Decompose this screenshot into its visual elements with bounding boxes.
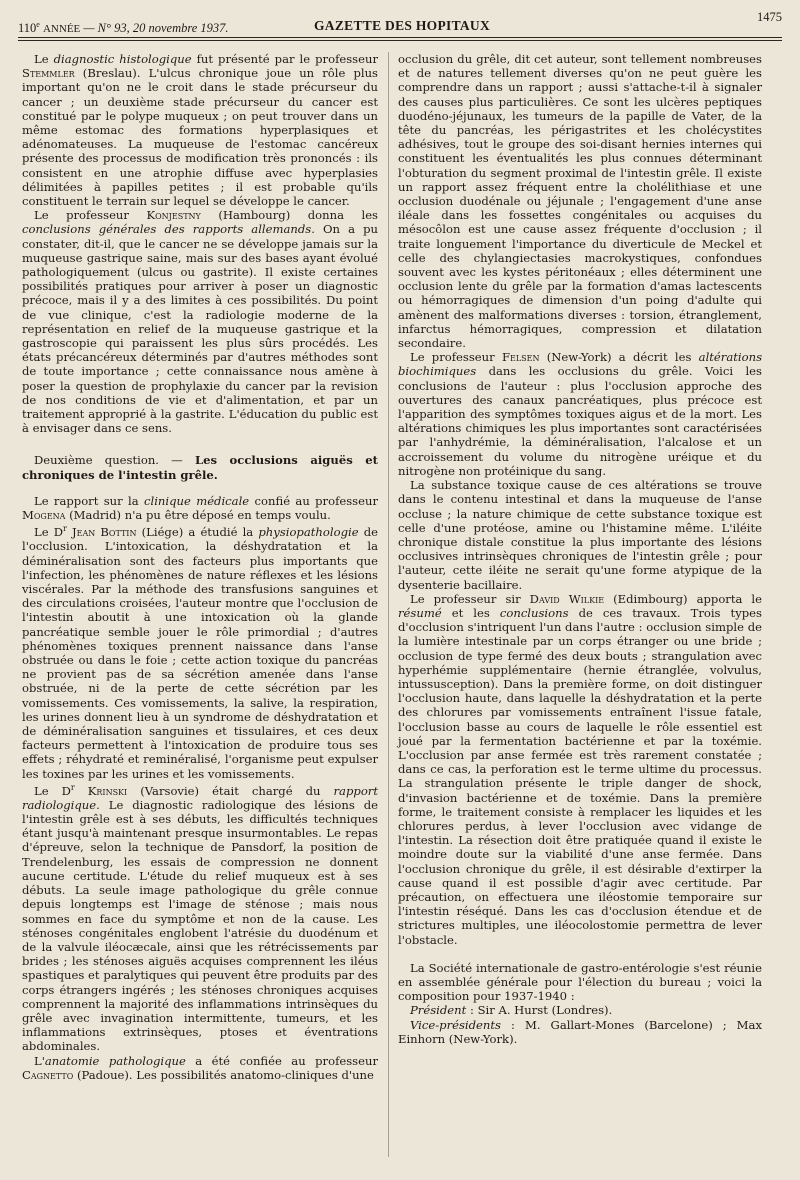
issue-label: — N° 93, 20 novembre 1937.: [83, 21, 229, 36]
vice-presidents-line: Vice-présidents : M. Gallart-Mones (Barcelone) ; Max Einhorn (New-York).: [398, 1017, 762, 1046]
annee-label: ANNÉE: [42, 23, 81, 36]
paragraph-diagnostic: Le diagnostic histologique fut présenté par le professeur Stemmler (Breslau). L'ulcus chronique joue un rôle plus important qu'on ne le croit dans le stade précurseur du cancer ; un deuxième stade précurseur du cancer est constitué par le polype muqueux ; on peut trouver dans un même estomac des formations hyperplasiques et adénomateuses. La muqueuse de l'estomac cancéreux présente des processus de modification très prononcés : ils consistent en une atrophie diffuse avec hyperplasies délimitées à papilles petites ; il est probable qu'ils constituent le terrain sur lequel se développe le cancer.: [22, 52, 378, 209]
left-column: [22, 52, 378, 1082]
paragraph-wilkie: Le professeur sir David Wilkie (Edimbourg) apporta le résumé et les conclusions de ces travaux. Trois types d'occlusion s'intriquent l'un dans l'autre : occlusion simple de la lumière intestinale par un corps étranger ou une bride ; occlusion de type fermé des deux bouts ; strangulation avec hyperhémie supplémentaire (hernie étranglée, volvulus, intussusception). Dans la première forme, on doit distinguer l'occlusion haute, dans laquelle la déshydratation et la perte des chlorures par vomissements entraînent l'issue fatale, l'occlusion basse au cours de laquelle le rôle essentiel est joué par la fermentation bactérienne et par la toxémie. L'occlusion par anse fermée est très rarement constatée ; dans ce cas, la perforation est le terme ultime du processus. La strangulation présente le triple danger de shock, d'invasion bactérienne et de toxémie. Dans la première forme, le traitement consiste à remplacer les liquides et les chlorures perdus, à lever l'occlusion avec vidange de l'intestin. La résection doit être pratiquée quand il existe le moindre doute sur la viabilité d'une anse fermée. Dans l'occlusion chronique du grêle, il est désirable d'extirper la cause quand il est possible d'agir avec certitude. Par précaution, on effectuera une iléostomie temporaire sur l'intestin réséqué. Dans les cas d'occlusion étendue et de strictures multiples, une iléocolostomie permettra de lever l'obstacle.: [398, 591, 762, 947]
header-rule-second: [18, 40, 782, 41]
journal-title: GAZETTE DES HOPITAUX: [314, 18, 491, 33]
section-heading: Deuxième question. — Les occlusions aiguës et chroniques de l'intestin grêle.: [22, 453, 378, 482]
running-header: [18, 8, 782, 34]
page-number: 1475: [757, 10, 782, 24]
paragraph-krinski: Le $D^r$ Krinski (Varsovie) était chargé du rapport radiologique. Le diagnostic radiologique des lésions de l'intestin grêle est à ses débuts, les difficultés techniques étant jusqu'à maintenant presque insurmontables. Le repas d'épreuve, selon la technique de Pansdorf, la position de Trendelenburg, les essais de compression ne donnent aucune certitude. L'étude du relief muqueux est à ses débuts. La seule image pathologique du grêle connue depuis longtemps est l'image de sténose ; mais nous sommes en face du symptôme et non de la cause. Les sténoses congénitales englobent l'atrésie du duodénum et de la valvule iléocæcale, ainsi que les rétrécissements par brides ; les sténoses aiguës acquises comprennent les iléus spastiques et paralytiques qui peuvent être produits par des corps étrangers ingérés ; les sténoses chroniques acquises comprennent la majorité des inflammations intrinsèques du grêle avec invagination intermittente, tumeurs, et les inflammations extrinsèques, ptoses et éventrations abdominales.: [22, 782, 378, 1054]
paragraph-mogena: Le rapport sur la clinique médicale confié au professeur Mogena (Madrid) n'a pu être déposé en temps voulu.: [22, 493, 378, 523]
president-line: Président : Sir A. Hurst (Londres).: [410, 1003, 613, 1018]
year-sup: e: [36, 20, 40, 29]
column-separator: [388, 52, 389, 1157]
paragraph-substance-toxique: La substance toxique cause de ces altérations se trouve dans le contenu intestinal et dans la muqueuse de l'anse occluse ; la nature chimique de cette substance toxique est celle d'une protéose, amine ou l'histamine même. L'iléite chronique distale constitue la plus importante des lésions occlusives intrinsèques chroniques de l'intestin grêle ; pour l'auteur, cette iléite ne serait qu'une forme atypique de la dysenterie bacillaire.: [398, 478, 762, 592]
paragraph-societe: La Société internationale de gastro-entérologie s'est réunie en assemblée générale pour l'élection du bureau ; voici la composition pour 1937-1940 :: [398, 960, 762, 1004]
header-rule: [18, 37, 782, 38]
year-label: 110: [18, 21, 37, 36]
header-left: [18, 20, 229, 36]
paragraph-occlusion-continued: occlusion du grêle, dit cet auteur, sont tellement nombreuses et de natures tellement diverses qu'on ne peut guère les comprendre dans un rapport ; aussi s'attache-t-il à signaler des causes plus particulières. Ce sont les ulcères peptiques duodéno-jéjunaux, les tumeurs de la papille de Vater, de la tête du pancréas, les périgastrites et les cholécystites adhésives, tout le groupe des soi-disant hernies internes qui constituent les éventualités les plus connues déterminant l'obturation du segment proximal de l'intestin grêle. Il existe un rapport assez fréquent entre la cholélithiase et une occlusion duodénale ou jéjunale ; l'engagement d'une anse iléale dans les fossettes congénitales ou acquises du mésocôlon est une cause assez fréquente d'occlusion ; il traite longuement l'importance du diverticule de Meckel et celle des chylangiectasies macrokystiques, confondues souvent avec les kystes péritonéaux ; elles déterminent une occlusion lente du grêle par la formation d'amas lactescents ou hémorragiques de dimension d'un poing d'adulte qui amènent des malformations diverses : torsion, étranglement, infarctus hémorragiques, compression et dilatation secondaire.: [398, 52, 762, 351]
paragraph-cagnetto: L'anatomie pathologique a été confiée au professeur Cagnetto (Padoue). Les possibilités anatomo-cliniques d'une: [22, 1053, 378, 1082]
right-column: [398, 52, 762, 1046]
paragraph-felsen: Le professeur Felsen (New-York) a décrit les altérations biochimiques dans les occlusions du grêle. Voici les conclusions de l'auteur : plus l'occlusion approche des ouvertures des canaux pancréatiques, plus précoce est l'apparition des symptômes toxiques aigus et de la mort. Les altérations chimiques les plus importantes sont caractérisées par l'anhydrémie, la déminéralisation, l'alcalose et un accroissement du volume du nitrogène uréique et du nitrogène non protéinique du sang.: [398, 350, 763, 478]
paragraph-konjestny: Le professeur Konjestny (Hambourg) donna les conclusions générales des rapports allemands. On a pu constater, dit-il, que le cancer ne se développe jamais sur la muqueuse gastrique saine, mais sur des bases ayant évolué pathologiquement (ulcus ou gastrite). Il existe certaines possibilités pratiques pour arriver à poser un diagnostic précoce, mais il y a des limites à ces possibilités. Du point de vue clinique, c'est la radiologie moderne de la représentation en relief de la muqueuse gastrique et la gastroscopie qui paraissent les plus sûrs procédés. Les états précancéreux déterminés par d'autres méthodes sont de toute importance ; cette connaissance nous amène à poser la question de prophylaxie du cancer par la revision de nos conditions de vie et d'alimentation, et par un traitement approprié à la gastrite. L'éducation du public est à envisager dans ce sens.: [22, 208, 379, 436]
paragraph-bottin: Le $D^r$ Jean Bottin (Liége) a étudié la physiopathologie de l'occlusion. L'intoxication, la déshydratation et la déminéralisation sont des facteurs plus importants que l'infection, les phénomènes de nature réflexes et les lésions viscérales. Par la méthode des transfusions sanguines et des circulations croisées, l'auteur montre que l'occlusion de l'intestin aboutit à une intoxication où la glande pancréatique semble jouer le rôle primordial ; d'autres phénomènes toxiques prennent naissance dans l'anse obstruée ou dans le foie ; cette action toxique du pancréas ne provient pas de sa sécrétion amenée dans l'anse obstruée, ni de la perte de cette sécrétion par les vomissements. Ces vomissements, la salive, la respiration, les urines donnent lieu à un syndrome de déshydratation et de déminéralisation sanguines et tissulaires, et ces deux facteurs permettent à l'intoxication de produire tous ses effets ; réhydraté et reminéralisé, l'organisme peut expulser les toxines par les urines et les vomissements.: [22, 524, 378, 781]
